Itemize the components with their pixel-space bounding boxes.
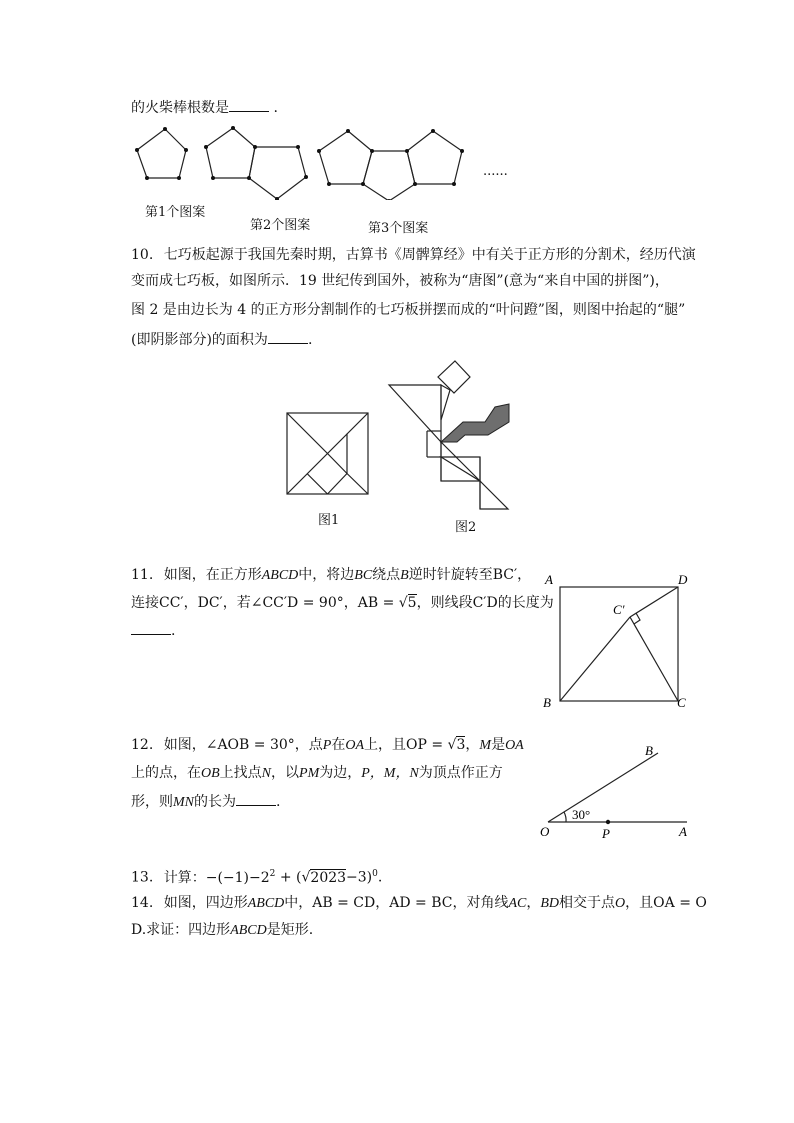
tangram-figure-2 bbox=[385, 360, 515, 512]
label-B: B bbox=[543, 695, 551, 710]
neck-triangle bbox=[441, 385, 450, 420]
sqrt-symbol: √ bbox=[447, 737, 457, 753]
fig2-caption: 图2 bbox=[455, 520, 477, 535]
body-triangle-large bbox=[389, 385, 441, 442]
q11-line-2: 连接CC′，DC′，若∠CC′D = 90°，AB = √5，则线段C′D的长度为 bbox=[131, 595, 554, 611]
q11-line-3: . bbox=[131, 620, 175, 641]
sqrt-symbol: √ bbox=[301, 869, 311, 886]
q10-text-4: (即阴影部分)的面积为 bbox=[131, 332, 268, 348]
angle-label: 30° bbox=[572, 807, 591, 822]
q10-answer-blank[interactable] bbox=[268, 329, 308, 344]
head-square bbox=[438, 361, 470, 393]
q14-line-2: D.求证：四边形ABCD是矩形. bbox=[131, 922, 314, 938]
q9-period: . bbox=[273, 100, 278, 116]
q12-number: 12. bbox=[131, 737, 154, 753]
pentagon-1 bbox=[137, 129, 186, 178]
q12-line-3: 形，则MN的长为 . bbox=[131, 791, 280, 813]
fig1-caption: 图1 bbox=[318, 513, 340, 528]
q12-angle-figure bbox=[535, 740, 700, 840]
raised-leg-shaded bbox=[441, 404, 509, 442]
q9-caption-3: 第3个图案 bbox=[368, 221, 429, 236]
q12-answer-blank[interactable] bbox=[236, 791, 276, 806]
q10-line-3: 图 2 是由边长为 4 的正方形分割制作的七巧板拼摆而成的“叶问蹬”图，则图中抬起的“腿” bbox=[131, 302, 686, 318]
q11-line-1: 11. 如图，在正方形ABCD中，将边BC绕点B逆时针旋转至BC′， bbox=[131, 567, 532, 583]
q10-period: . bbox=[307, 332, 313, 348]
label-B2: B bbox=[645, 743, 653, 758]
q14-line-1: 14. 如图，四边形ABCD中，AB = CD，AD = BC，对角线AC，BD相交于点O，且OA = O bbox=[131, 895, 707, 911]
q10-line-4 bbox=[131, 329, 312, 350]
pentagon-2a bbox=[206, 128, 255, 178]
label-A: A bbox=[545, 572, 553, 587]
q9-answer-blank[interactable] bbox=[229, 97, 269, 112]
q12-line-2: 上的点，在OB上找点N，以PM为边，P，M，N为顶点作正方 bbox=[131, 765, 503, 781]
q9-ellipsis: ...... bbox=[483, 164, 508, 179]
label-O: O bbox=[540, 824, 550, 839]
q11-square-figure bbox=[540, 570, 700, 715]
label-A2: A bbox=[679, 824, 687, 839]
label-P: P bbox=[602, 826, 610, 840]
label-C-prime: C′ bbox=[613, 602, 625, 617]
q10-line-1 bbox=[131, 245, 696, 265]
q13-number: 13. bbox=[131, 869, 154, 886]
q14-number: 14. bbox=[131, 895, 154, 911]
pentagon-3c bbox=[407, 131, 462, 184]
tangram-figure-1 bbox=[286, 412, 370, 496]
leg-triangle bbox=[441, 442, 480, 481]
q9-tail-text: 的火柴棒根数是 bbox=[131, 100, 229, 116]
foot-triangle bbox=[480, 481, 508, 509]
pentagon-3b bbox=[363, 151, 415, 200]
q9-pentagon-figures bbox=[125, 120, 525, 200]
sqrt-symbol: √ bbox=[398, 595, 408, 611]
q12-line-1: 12. 如图，∠AOB = 30°，点P在OA上，且OP = √3，M是OA bbox=[131, 737, 524, 753]
q10-text-1: 七巧板起源于我国先秦时期，古算书《周髀算经》中有关于正方形的分割术，经历代演 bbox=[163, 247, 696, 263]
pentagon-2b bbox=[249, 147, 306, 199]
q13-line: 13. 计算：$-(-1)-2^2 + (√2023-3)^0$. bbox=[131, 869, 383, 886]
q9-caption-2: 第2个图案 bbox=[250, 218, 311, 233]
q9-tail-line bbox=[131, 97, 278, 118]
q10-number: 10. bbox=[131, 247, 154, 263]
q10-line-2: 变而成七巧板，如图所示．19 世纪传到国外，被称为“唐图”(意为“来自中国的拼图”)， bbox=[131, 273, 669, 289]
label-D: D bbox=[678, 572, 688, 587]
q9-caption-1: 第1个图案 bbox=[145, 205, 206, 220]
q11-number: 11. bbox=[131, 567, 154, 583]
label-C: C bbox=[677, 695, 686, 710]
foot-rect bbox=[441, 457, 480, 481]
q11-answer-blank[interactable] bbox=[131, 620, 171, 635]
pentagon-3a bbox=[319, 131, 372, 184]
